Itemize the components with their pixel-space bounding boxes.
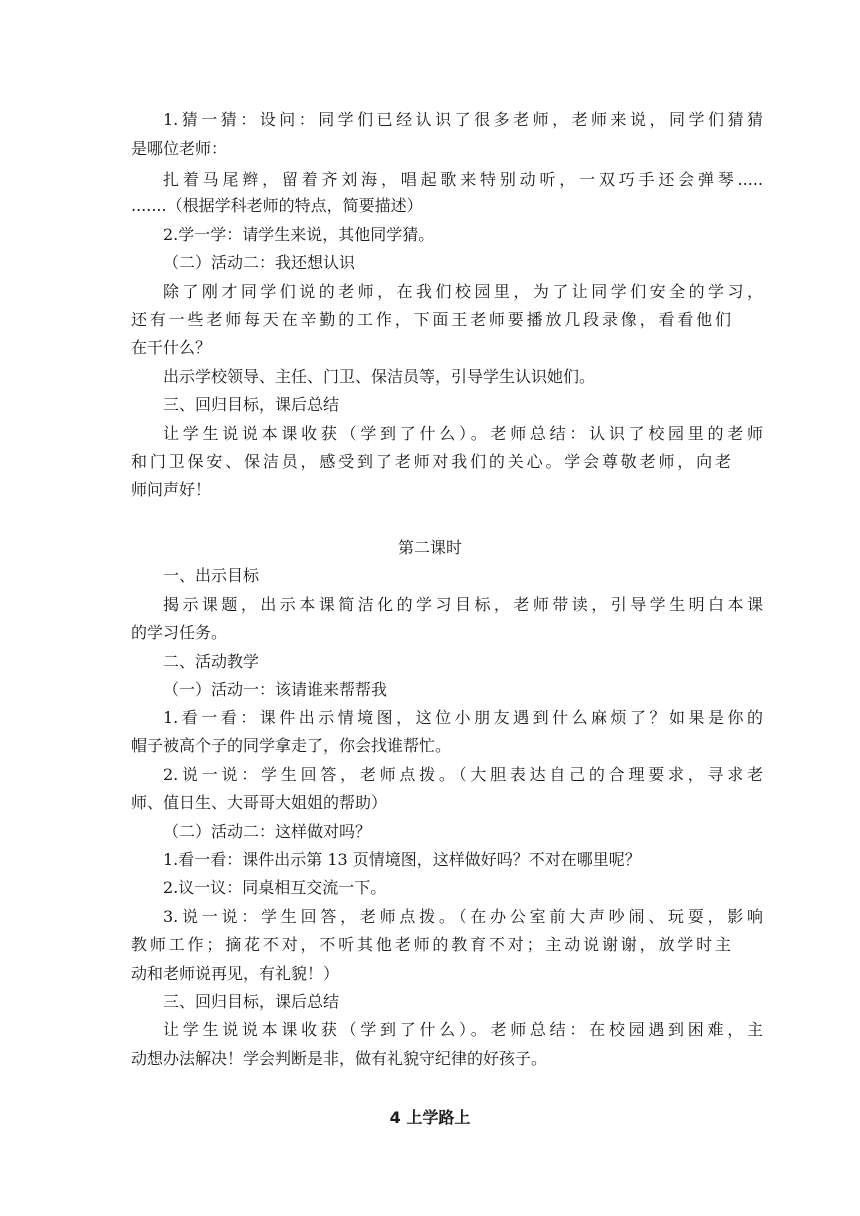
section-heading: 一、出示目标 <box>163 566 260 585</box>
text-line: 帽子被高个子的同学拿走了，你会找谁帮忙。 <box>131 736 452 755</box>
text-line: 的学习任务。 <box>131 623 228 642</box>
text-line: 2.说一说：学生回答，老师点拨。（大胆表达自己的合理要求，寻求老 <box>163 765 763 784</box>
text-line: .......（根据学科老师的特点，简要描述） <box>131 196 423 215</box>
text-line: 让学生说说本课收获（学到了什么）。老师总结：在校园遇到困难，主 <box>163 1020 763 1039</box>
section-heading: 二、活动教学 <box>163 652 260 671</box>
text-line: 教师工作；摘花不对，不听其他老师的教育不对；主动说谢谢，放学时主 <box>131 935 731 954</box>
text-line: 3.说一说：学生回答，老师点拨。（在办公室前大声吵闹、玩耍，影响 <box>163 907 763 926</box>
text-line: 1.猜一猜：设问：同学们已经认识了很多老师，老师来说，同学们猜猜 <box>163 110 763 129</box>
text-line: 师问声好！ <box>131 480 212 499</box>
text-line: 是哪位老师： <box>131 139 228 158</box>
text-line: 动和老师说再见，有礼貌！） <box>131 964 340 983</box>
lesson-title: 第二课时 <box>397 538 462 557</box>
section-heading: 三、回归目标，课后总结 <box>163 395 340 414</box>
text-line: 出示学校领导、主任、门卫、保洁员等，引导学生认识她们。 <box>163 367 596 386</box>
section-heading: （二）活动二：这样做对吗？ <box>163 822 372 841</box>
text-line: 和门卫保安、保洁员，感受到了老师对我们的关心。学会尊敬老师，向老 <box>131 452 731 471</box>
text-line: 还有一些老师每天在辛勤的工作，下面王老师要播放几段录像，看看他们 <box>131 310 731 329</box>
text-line: 扎着马尾辫，留着齐刘海，唱起歌来特别动听，一双巧手还会弹琴..... <box>163 170 763 189</box>
text-line: 师、值日生、大哥哥大姐姐的帮助） <box>131 793 388 812</box>
section-heading: （一）活动一：该请谁来帮帮我 <box>163 680 388 699</box>
text-line: 除了刚才同学们说的老师，在我们校园里，为了让同学们安全的学习， <box>163 282 763 301</box>
section-heading: （二）活动二：我还想认识 <box>163 253 356 272</box>
text-line: 1.看一看：课件出示第 13 页情境图，这样做好吗？不对在哪里呢？ <box>163 850 641 869</box>
text-line: 揭示课题，出示本课简洁化的学习目标，老师带读，引导学生明白本课 <box>163 595 763 614</box>
text-line: 2.学一学：请学生来说，其他同学猜。 <box>163 225 435 244</box>
text-line: 1.看一看：课件出示情境图，这位小朋友遇到什么麻烦了？如果是你的 <box>163 708 763 727</box>
text-line: 动想办法解决！学会判断是非，做有礼貌守纪律的好孩子。 <box>131 1049 548 1068</box>
chapter-title: 4 上学路上 <box>389 1108 471 1127</box>
text-line: 让学生说说本课收获（学到了什么）。老师总结：认识了校园里的老师 <box>163 424 763 443</box>
section-heading: 三、回归目标，课后总结 <box>163 992 340 1011</box>
text-line: 2.议一议：同桌相互交流一下。 <box>163 878 387 897</box>
text-line: 在干什么？ <box>131 338 212 357</box>
